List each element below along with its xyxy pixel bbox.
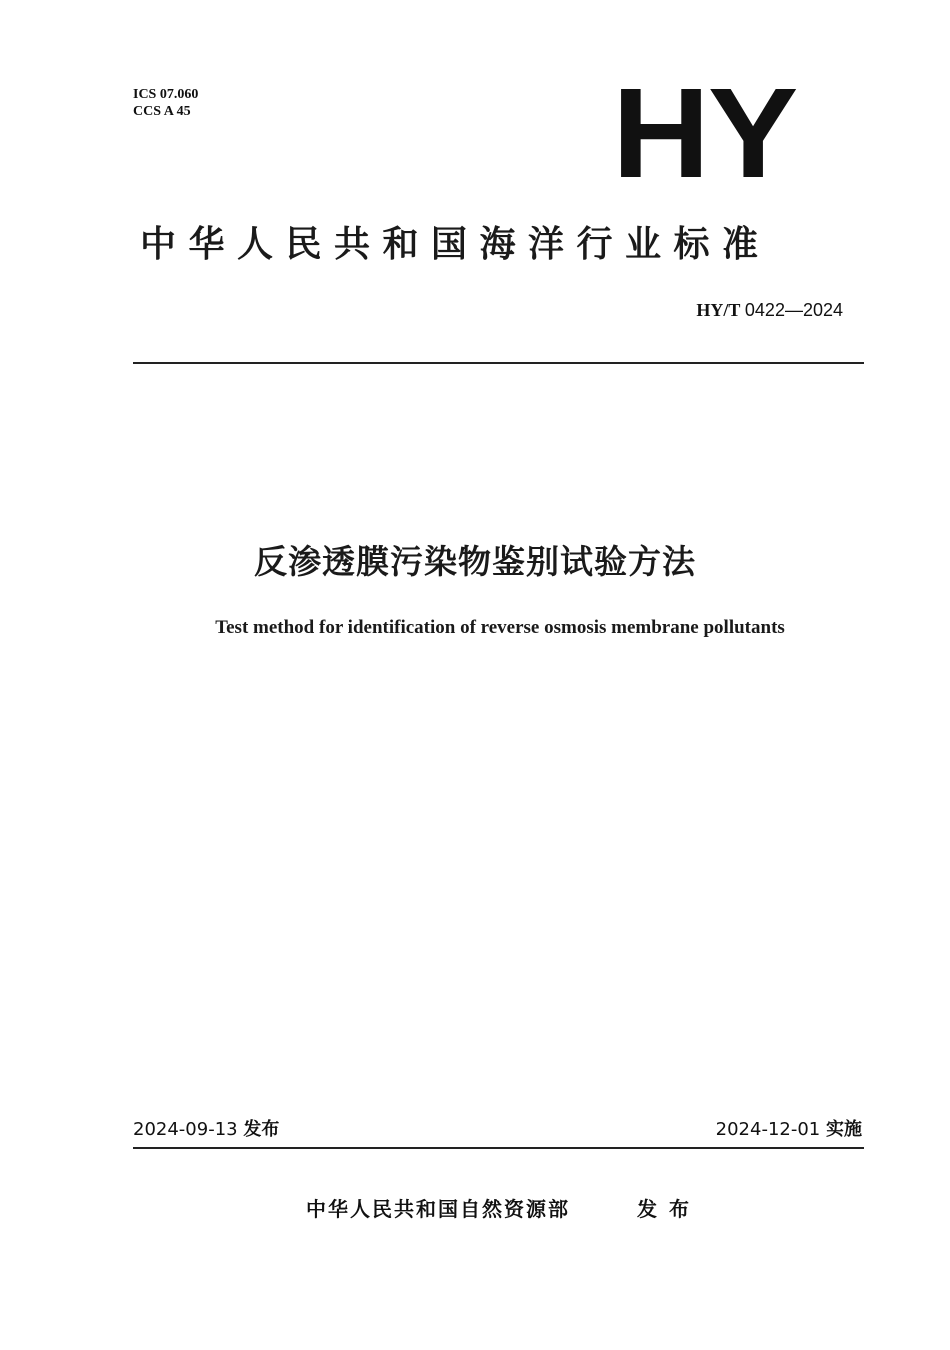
standard-number — [696, 300, 843, 321]
publish-label: 发布 — [637, 1197, 701, 1221]
document-title-english: Test method for identification of reverse osmosis membrane pollutants — [215, 617, 785, 638]
standard-number-prefix: HY/T — [696, 300, 741, 320]
ics-code: ICS 07.060 — [133, 87, 199, 102]
issue-date-block — [133, 1115, 279, 1141]
issue-label: 发布 — [243, 1119, 280, 1140]
standard-number-value: 0422—2024 — [744, 300, 843, 320]
hy-logo: HY — [612, 62, 797, 205]
document-title-chinese: 反渗透膜污染物鉴别试验方法 — [254, 542, 696, 581]
publisher-name: 中华人民共和国自然资源部 — [306, 1197, 570, 1221]
classification-codes — [133, 86, 198, 120]
standard-category-title: 中华人民共和国海洋行业标准 — [140, 224, 771, 265]
implement-date-block — [716, 1115, 862, 1141]
ccs-code: CCS A 45 — [133, 104, 191, 119]
implement-date: 2024-12-01 — [715, 1119, 821, 1140]
top-divider — [133, 362, 864, 364]
implement-label: 实施 — [826, 1119, 862, 1140]
issue-date: 2024-09-13 — [133, 1119, 238, 1140]
bottom-divider — [133, 1147, 864, 1149]
